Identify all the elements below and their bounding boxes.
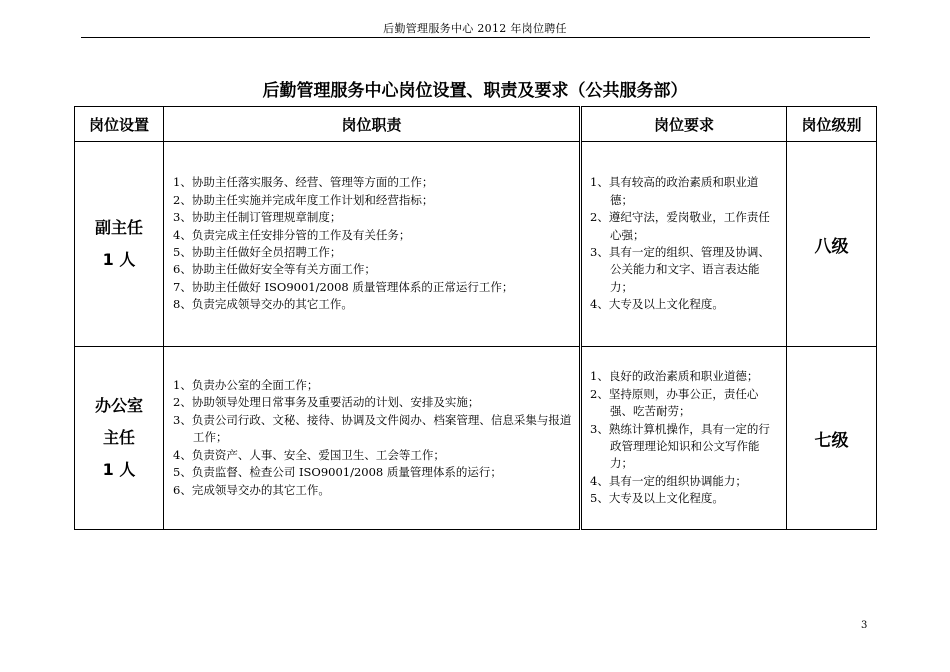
document-title: 后勤管理服务中心岗位设置、职责及要求（公共服务部） (262, 81, 688, 101)
column-header-requirements: 岗位要求 (581, 107, 787, 142)
duty-item: 3、负责公司行政、文秘、接待、协调及文件阅办、档案管理、信息采集与报道工作； (173, 412, 572, 445)
column-header-duties: 岗位职责 (164, 107, 581, 142)
duty-item: 8、负责完成领导交办的其它工作。 (173, 297, 353, 312)
level-cell: 七级 (787, 347, 877, 530)
requirement-item: 2、遵纪守法，爱岗敬业，工作责任心强； (590, 210, 770, 242)
duty-item: 5、协助主任做好全员招聘工作； (173, 245, 342, 259)
table-row (75, 347, 877, 530)
post-headcount: 1 人 (102, 250, 136, 269)
requirements-cell (581, 347, 787, 530)
level-cell: 八级 (787, 142, 877, 347)
requirement-item: 4、大专及以上文化程度。 (590, 297, 724, 312)
duty-item: 7、协助主任做好 ISO9001/2008 质量管理体系的正常运行工作； (173, 279, 514, 294)
post-headcount: 1 人 (102, 460, 136, 479)
column-header-level: 岗位级别 (787, 107, 877, 142)
column-header-post: 岗位设置 (75, 107, 164, 142)
duty-item: 3、协助主任制订管理规章制度； (173, 210, 342, 225)
table-row (75, 142, 877, 347)
duty-item: 4、负责资产、人事、安全、爱国卫生、工会等工作； (173, 447, 445, 462)
duty-item: 2、协助主任实施并完成年度工作计划和经营指标； (173, 192, 434, 207)
requirement-item: 3、熟练计算机操作，具有一定的行政管理理论知识和公文写作能力； (590, 421, 770, 471)
requirement-item: 2、坚持原则，办事公正，责任心强、吃苦耐劳； (590, 386, 759, 419)
duty-item: 1、负责办公室的全面工作； (173, 378, 319, 393)
job-table (74, 106, 877, 530)
requirement-item: 1、具有较高的政治素质和职业道德； (590, 175, 759, 207)
post-cell (75, 142, 164, 347)
table-header-row (75, 107, 877, 142)
duty-item: 6、完成领导交办的其它工作。 (173, 482, 330, 497)
requirements-cell (581, 142, 787, 347)
header-rule (81, 37, 870, 38)
post-title: 副主任 (94, 218, 143, 237)
post-title-line2: 主任 (102, 428, 135, 447)
requirement-item: 5、大专及以上文化程度。 (590, 491, 724, 506)
duties-cell (164, 347, 581, 530)
running-header: 后勤管理服务中心 2012 年岗位聘任 (383, 22, 567, 35)
requirement-item: 4、具有一定的组织协调能力； (590, 473, 747, 488)
duty-item: 1、协助主任落实服务、经营、管理等方面的工作； (173, 175, 434, 190)
post-cell (75, 347, 164, 530)
page-number: 3 (861, 620, 868, 631)
duties-cell (164, 142, 581, 347)
duty-item: 5、负责监督、检查公司 ISO9001/2008 质量管理体系的运行； (173, 465, 502, 480)
duty-item: 6、协助主任做好安全等有关方面工作； (173, 262, 376, 277)
requirement-item: 1、良好的政治素质和职业道德； (590, 369, 759, 384)
duty-item: 2、协助领导处理日常事务及重要活动的计划、安排及实施； (173, 395, 480, 410)
requirement-item: 3、具有一定的组织、管理及协调、公关能力和文字、语言表达能力； (590, 245, 770, 294)
post-title: 办公室 (94, 396, 143, 415)
duty-item: 4、负责完成主任安排分管的工作及有关任务； (173, 227, 411, 242)
